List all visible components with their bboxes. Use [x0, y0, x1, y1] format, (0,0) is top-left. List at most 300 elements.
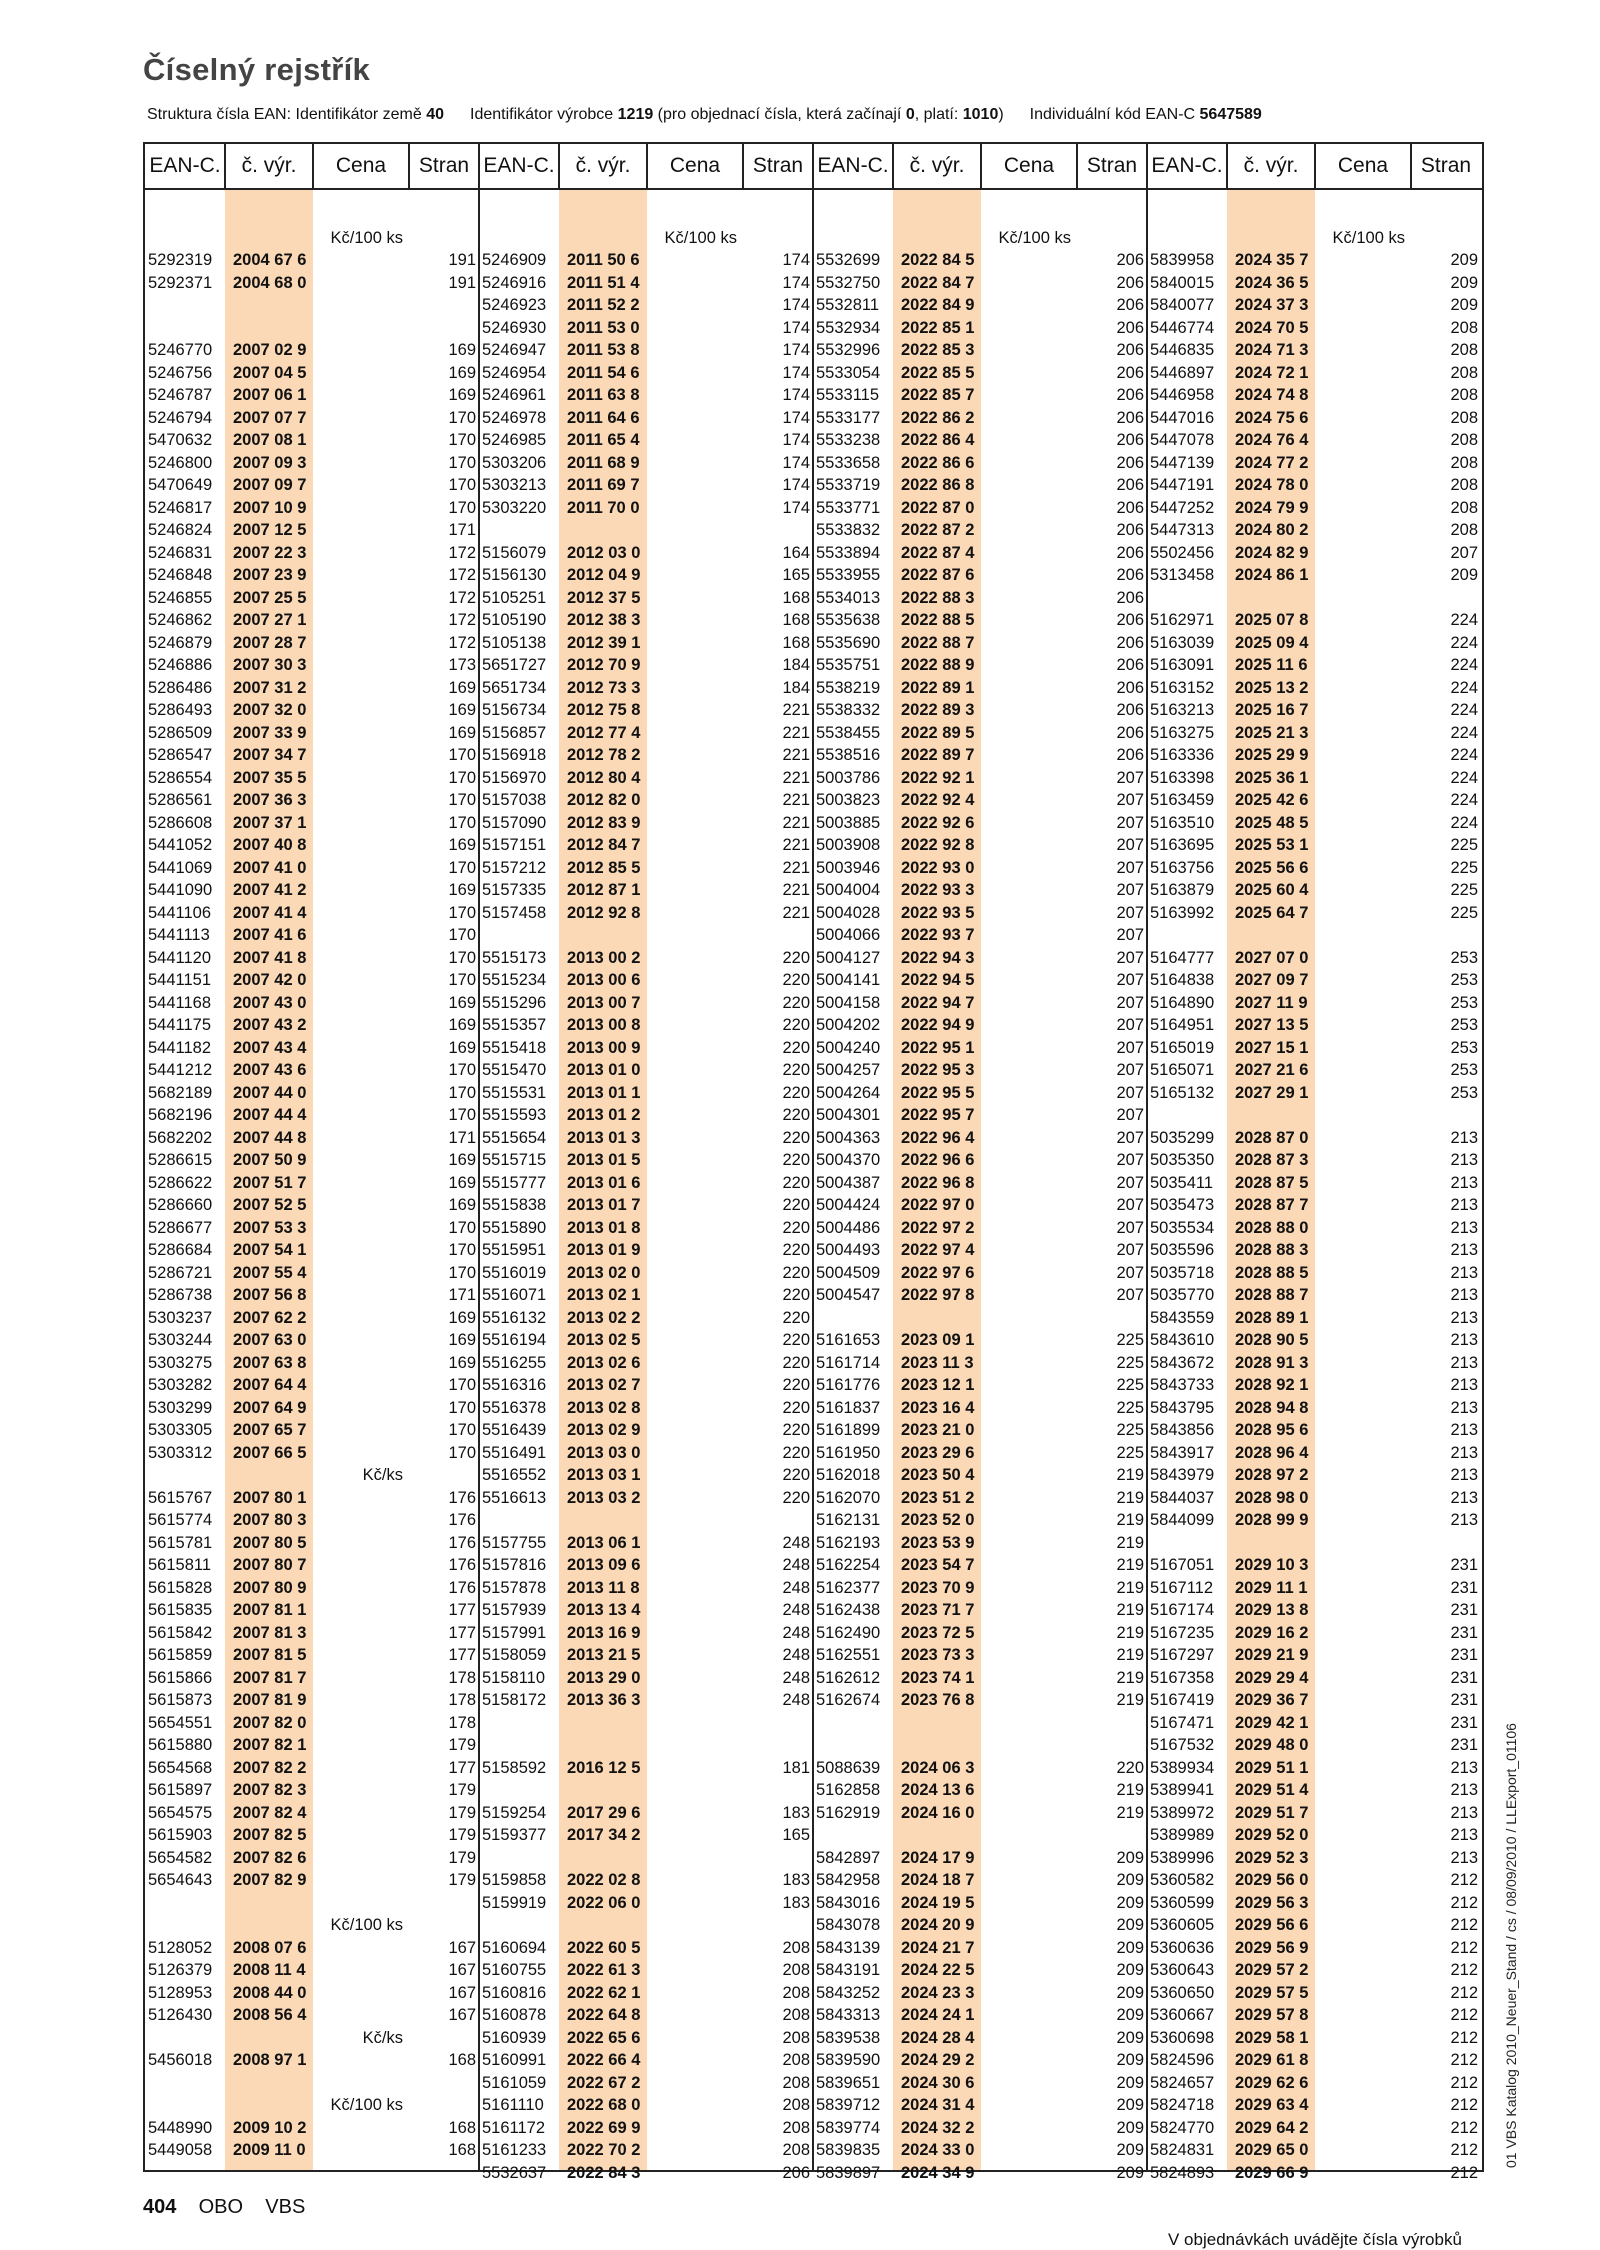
table-row — [479, 1644, 813, 1667]
table-row — [1147, 1487, 1481, 1510]
table-row — [813, 1937, 1147, 1960]
ean-code: 5246831 — [148, 543, 213, 562]
ean-code: 5161059 — [482, 2073, 547, 2092]
table-row — [479, 1014, 813, 1037]
table-row — [145, 204, 479, 227]
ean-code: 5516439 — [482, 1421, 547, 1439]
product-number: 2013 00 6 — [567, 971, 641, 989]
table-row — [479, 969, 813, 992]
page-ref: 212 — [1450, 1983, 1478, 2002]
product-number: 2013 16 9 — [567, 1623, 641, 1642]
product-number: 2007 51 7 — [233, 1173, 307, 1192]
page-ref: 208 — [1450, 476, 1478, 494]
ean-code: 5615873 — [148, 1691, 213, 1709]
table-row — [1147, 1284, 1481, 1307]
page-ref: 212 — [1450, 2006, 1478, 2024]
ean-code: 5303312 — [148, 1443, 213, 1462]
product-number: 2013 09 6 — [567, 1556, 641, 1574]
ean-code: 5163039 — [1150, 633, 1215, 652]
product-number: 2012 03 0 — [567, 543, 641, 562]
brand-vbs: VBS — [265, 2196, 306, 2218]
table-row — [1147, 1397, 1481, 1420]
price-unit: Kč/ks — [362, 2028, 403, 2047]
page-ref: 220 — [782, 1308, 810, 1327]
table-row — [145, 1982, 479, 2005]
ean-code: 5516019 — [482, 1263, 547, 1282]
page-ref: 224 — [1450, 791, 1478, 809]
product-number: 2013 03 1 — [567, 1466, 641, 1484]
table-row — [145, 2139, 479, 2162]
table-row — [813, 2162, 1147, 2185]
ean-code: 5303282 — [148, 1376, 213, 1394]
table-row — [479, 497, 813, 520]
page-ref: 213 — [1450, 1128, 1478, 1147]
page-ref: 170 — [448, 903, 476, 922]
product-number: 2016 12 5 — [567, 1758, 641, 1777]
product-number: 2022 87 6 — [901, 566, 975, 584]
ean-code: 5441106 — [148, 903, 212, 922]
table-row — [479, 902, 813, 925]
table-row — [479, 1239, 813, 1262]
ean-code: 5446897 — [1150, 363, 1215, 382]
ean-code: 5446958 — [1150, 386, 1215, 404]
table-row — [479, 227, 813, 250]
ean-code: 5163275 — [1150, 723, 1215, 742]
manufacturer-note-value-2: 1010 — [962, 106, 999, 123]
table-row — [1147, 1577, 1481, 1600]
table-row — [813, 722, 1147, 745]
page-ref: 207 — [1116, 881, 1144, 899]
product-number: 2024 23 3 — [901, 1983, 975, 2002]
table-row — [1147, 1419, 1481, 1442]
page-ref: 220 — [782, 1331, 810, 1349]
table-row — [813, 1712, 1147, 1735]
page-ref: 177 — [448, 1646, 476, 1664]
table-row — [479, 407, 813, 430]
product-number: 2012 37 5 — [567, 588, 641, 607]
ean-code: 5441212 — [148, 1061, 213, 1079]
page-ref: 167 — [448, 1983, 476, 2002]
product-number: 2023 73 3 — [901, 1646, 975, 1664]
page-ref: 170 — [448, 1083, 476, 1102]
ean-code: 5615903 — [148, 1826, 213, 1844]
product-number: 2022 86 6 — [901, 453, 975, 472]
table-row — [1147, 632, 1481, 655]
product-number: 2013 01 6 — [567, 1173, 641, 1192]
page-ref: 172 — [448, 588, 476, 607]
table-row — [479, 272, 813, 295]
page-ref: 208 — [782, 1983, 810, 2002]
product-number: 2022 84 7 — [901, 273, 975, 292]
ean-code: 5842897 — [816, 1848, 881, 1867]
ean-code: 5292371 — [148, 273, 213, 292]
product-number: 2022 67 2 — [567, 2073, 641, 2092]
ean-code: 5441113 — [148, 926, 210, 944]
product-number: 2024 86 1 — [1235, 566, 1309, 584]
product-number: 2024 78 0 — [1235, 476, 1309, 494]
ean-code: 5843559 — [1150, 1308, 1215, 1327]
product-number: 2027 11 9 — [1235, 993, 1308, 1012]
ean-code: 5004066 — [816, 926, 881, 944]
page-ref: 172 — [448, 633, 476, 652]
ean-code: 5167532 — [1150, 1736, 1215, 1754]
ean-code: 5163879 — [1150, 881, 1215, 899]
ean-code: 5360605 — [1150, 1916, 1215, 1934]
product-number: 2022 97 0 — [901, 1196, 975, 1214]
table-row — [1147, 1352, 1481, 1375]
table-row — [479, 1712, 813, 1735]
ean-code: 5449058 — [148, 2141, 213, 2159]
table-row — [479, 2094, 813, 2117]
table-row — [145, 1397, 479, 1420]
page-ref: 168 — [448, 2141, 476, 2159]
page-ref: 183 — [782, 1803, 810, 1822]
ean-code: 5538516 — [816, 746, 881, 764]
product-number: 2007 82 6 — [233, 1848, 307, 1867]
page-ref: 220 — [782, 1398, 810, 1417]
page-ref: 207 — [1116, 1173, 1144, 1192]
product-number: 2024 33 0 — [901, 2141, 975, 2159]
ean-code: 5162551 — [816, 1646, 881, 1664]
page-ref: 170 — [448, 431, 476, 449]
ean-code: 5162858 — [816, 1781, 881, 1799]
ean-code: 5162490 — [816, 1623, 881, 1642]
table-row — [1147, 362, 1481, 385]
table-row — [1147, 587, 1481, 610]
product-number: 2022 61 3 — [567, 1961, 641, 1979]
page-ref: 224 — [1450, 768, 1478, 787]
ean-code: 5157212 — [482, 858, 547, 877]
ean-code: 5004264 — [816, 1083, 881, 1102]
table-row — [479, 744, 813, 767]
ean-code: 5004509 — [816, 1263, 881, 1282]
table-row — [479, 1757, 813, 1780]
product-number: 2007 44 0 — [233, 1083, 307, 1102]
ean-code: 5286622 — [148, 1173, 213, 1192]
page-ref: 221 — [782, 836, 810, 854]
table-row — [145, 1532, 479, 1555]
table-row — [1147, 812, 1481, 835]
table-row — [813, 699, 1147, 722]
page-ref: 209 — [1450, 566, 1478, 584]
page-ref: 206 — [1116, 341, 1144, 359]
page-ref: 224 — [1450, 746, 1478, 764]
table-row — [145, 1239, 479, 1262]
product-number: 2012 78 2 — [567, 746, 641, 764]
page-ref: 206 — [1116, 521, 1144, 539]
ean-code: 5160816 — [482, 1983, 547, 2002]
page-ref: 253 — [1450, 1016, 1478, 1034]
product-number: 2022 89 7 — [901, 746, 975, 764]
ean-code: 5004301 — [816, 1106, 881, 1124]
product-number: 2012 80 4 — [567, 768, 641, 787]
ean-code: 5163336 — [1150, 746, 1215, 764]
page-ref: 220 — [782, 1241, 810, 1259]
ean-code: 5003823 — [816, 791, 881, 809]
page-ref: 168 — [782, 611, 810, 629]
column-header: č. výr. — [575, 154, 631, 177]
product-number: 2027 21 6 — [1235, 1061, 1309, 1079]
product-number: 2012 83 9 — [567, 813, 641, 832]
product-number: 2028 95 6 — [1235, 1421, 1309, 1439]
table-row — [813, 1262, 1147, 1285]
product-number: 2022 86 8 — [901, 476, 975, 494]
product-number: 2007 41 6 — [233, 926, 307, 944]
ean-code: 5515593 — [482, 1106, 547, 1124]
product-number: 2013 02 2 — [567, 1308, 641, 1327]
ean-code: 5286547 — [148, 746, 213, 764]
page-ref: 206 — [1116, 566, 1144, 584]
product-number: 2013 02 8 — [567, 1398, 641, 1417]
page-ref: 225 — [1450, 903, 1478, 922]
product-number: 2022 97 8 — [901, 1286, 975, 1304]
product-number: 2022 86 4 — [901, 431, 975, 449]
table-row — [813, 1622, 1147, 1645]
table-row — [813, 272, 1147, 295]
ean-code: 5654551 — [148, 1713, 213, 1732]
page-ref: 179 — [448, 1848, 476, 1867]
ean-code: 5286554 — [148, 768, 213, 787]
ean-code: 5839538 — [816, 2028, 881, 2047]
table-row — [145, 362, 479, 385]
table-row — [479, 924, 813, 947]
page-ref: 170 — [448, 1241, 476, 1259]
ean-code: 5165019 — [1150, 1038, 1215, 1057]
page-ref: 170 — [448, 746, 476, 764]
table-row — [1147, 429, 1481, 452]
page-ref: 206 — [1116, 363, 1144, 382]
table-row — [145, 227, 479, 250]
table-row — [1147, 1802, 1481, 1825]
table-row — [145, 452, 479, 475]
page-ref: 220 — [782, 948, 810, 967]
page-number: 404 — [143, 2196, 177, 2218]
column-header: Stran — [1420, 154, 1472, 177]
price-unit: Kč/100 ks — [330, 228, 403, 247]
page-ref: 221 — [782, 858, 810, 877]
table-row — [813, 1037, 1147, 1060]
table-row — [1147, 1689, 1481, 1712]
page-ref: 176 — [448, 1533, 476, 1552]
table-row — [145, 1779, 479, 1802]
page-ref: 206 — [1116, 588, 1144, 607]
product-number: 2025 21 3 — [1235, 723, 1309, 742]
product-number: 2025 42 6 — [1235, 791, 1309, 809]
product-number: 2022 69 9 — [567, 2118, 641, 2137]
ean-code: 5157939 — [482, 1601, 547, 1619]
table-row — [145, 1374, 479, 1397]
ean-code: 5163213 — [1150, 701, 1215, 719]
table-row — [813, 587, 1147, 610]
table-row — [479, 2162, 813, 2185]
page-ref: 224 — [1450, 611, 1478, 629]
product-number: 2012 70 9 — [567, 656, 641, 674]
page-ref: 174 — [782, 453, 810, 472]
page-ref: 213 — [1450, 1848, 1478, 1867]
product-number: 2029 48 0 — [1235, 1736, 1309, 1754]
page-ref: 169 — [448, 678, 476, 697]
table-row — [813, 474, 1147, 497]
table-row — [145, 699, 479, 722]
table-row — [1147, 1847, 1481, 1870]
ean-code: 5246756 — [148, 363, 213, 382]
country-id-label: Struktura čísla EAN: Identifikátor země — [147, 106, 427, 123]
page-ref: 213 — [1450, 1263, 1478, 1282]
product-number: 2024 30 6 — [901, 2073, 975, 2092]
page-ref: 219 — [1116, 1601, 1144, 1619]
table-row — [813, 1599, 1147, 1622]
price-unit: Kč/100 ks — [664, 228, 737, 247]
table-row — [1147, 1869, 1481, 1892]
page-ref: 207 — [1116, 768, 1144, 787]
ean-code: 5654568 — [148, 1758, 213, 1777]
table-row — [145, 924, 479, 947]
page-ref: 174 — [782, 431, 810, 449]
ean-code: 5286615 — [148, 1151, 213, 1169]
product-number: 2004 67 6 — [233, 251, 307, 269]
table-row — [479, 1329, 813, 1352]
ean-code: 5654643 — [148, 1871, 213, 1889]
page-ref: 170 — [448, 1376, 476, 1394]
product-number: 2007 25 5 — [233, 588, 307, 607]
ean-code: 5162193 — [816, 1533, 881, 1552]
ean-code: 5004486 — [816, 1218, 881, 1237]
ean-code: 5516552 — [482, 1466, 547, 1484]
ean-code: 5246770 — [148, 341, 213, 359]
page-ref: 219 — [1116, 1488, 1144, 1507]
table-row — [813, 249, 1147, 272]
product-number: 2013 02 0 — [567, 1263, 641, 1282]
table-row — [145, 789, 479, 812]
product-number: 2029 56 9 — [1235, 1938, 1309, 1957]
product-number: 2011 53 0 — [567, 318, 640, 337]
product-number: 2028 94 8 — [1235, 1398, 1309, 1417]
page-ref: 174 — [782, 363, 810, 382]
page-ref: 174 — [782, 408, 810, 427]
table-row — [479, 339, 813, 362]
ean-code: 5360599 — [1150, 1893, 1215, 1912]
table-row — [813, 609, 1147, 632]
product-number: 2022 89 1 — [901, 678, 975, 697]
product-number: 2025 13 2 — [1235, 678, 1309, 697]
table-row — [479, 2027, 813, 2050]
product-number: 2029 36 7 — [1235, 1691, 1309, 1709]
table-row — [145, 677, 479, 700]
page-ref: 170 — [448, 791, 476, 809]
product-number: 2017 29 6 — [567, 1803, 641, 1822]
price-unit: Kč/100 ks — [330, 1916, 403, 1934]
ean-code: 5515470 — [482, 1061, 547, 1079]
ean-code: 5843917 — [1150, 1443, 1215, 1462]
ean-code: 5303299 — [148, 1398, 213, 1417]
page-ref: 213 — [1450, 1803, 1478, 1822]
table-row — [479, 519, 813, 542]
table-row — [145, 1937, 479, 1960]
page-ref: 174 — [782, 251, 810, 269]
table-row — [145, 879, 479, 902]
product-number: 2013 21 5 — [567, 1646, 641, 1664]
ean-code: 5004028 — [816, 903, 881, 922]
product-number: 2024 17 9 — [901, 1848, 975, 1867]
page-ref: 169 — [448, 386, 476, 404]
table-row — [1147, 969, 1481, 992]
table-row — [1147, 1172, 1481, 1195]
ean-code: 5167471 — [1150, 1713, 1215, 1732]
page-ref: 206 — [1116, 656, 1144, 674]
product-number: 2022 65 6 — [567, 2028, 641, 2047]
page-ref: 174 — [782, 498, 810, 517]
page-ref: 224 — [1450, 678, 1478, 697]
page-ref: 207 — [1116, 948, 1144, 967]
individual-code-value: 5647589 — [1199, 106, 1262, 123]
table-row — [813, 1059, 1147, 1082]
table-row — [145, 1284, 479, 1307]
table-row — [479, 1172, 813, 1195]
ean-code: 5156857 — [482, 723, 547, 742]
page-ref: 220 — [782, 1353, 810, 1372]
product-number: 2028 98 0 — [1235, 1488, 1309, 1507]
product-number: 2013 36 3 — [567, 1691, 641, 1709]
ean-code: 5161899 — [816, 1421, 881, 1439]
ean-code: 5516316 — [482, 1376, 547, 1394]
table-row — [145, 1307, 479, 1330]
ean-code: 5162254 — [816, 1556, 881, 1574]
page-ref: 176 — [448, 1511, 476, 1529]
product-number: 2024 34 9 — [901, 2163, 975, 2182]
product-number: 2023 16 4 — [901, 1398, 975, 1417]
ean-code: 5246916 — [482, 273, 547, 292]
product-number: 2023 29 6 — [901, 1443, 975, 1462]
table-row — [1147, 1892, 1481, 1915]
ean-code: 5843795 — [1150, 1398, 1215, 1417]
product-number: 2012 77 4 — [567, 723, 641, 742]
page-ref: 220 — [782, 1173, 810, 1192]
product-number: 2022 64 8 — [567, 2006, 641, 2024]
page-ref: 212 — [1450, 2073, 1478, 2092]
ean-code: 5162919 — [816, 1803, 881, 1822]
page-ref: 170 — [448, 1263, 476, 1282]
ean-code: 5682202 — [148, 1128, 213, 1147]
page-ref: 170 — [448, 926, 476, 944]
page-ref: 209 — [1116, 1893, 1144, 1912]
product-number: 2007 80 7 — [233, 1556, 307, 1574]
page-ref: 207 — [1116, 1151, 1144, 1169]
ean-code: 5446835 — [1150, 341, 1215, 359]
ean-code: 5360698 — [1150, 2028, 1215, 2047]
table-row — [813, 362, 1147, 385]
page-ref: 208 — [1450, 363, 1478, 382]
table-row — [145, 294, 479, 317]
ean-code: 5163152 — [1150, 678, 1215, 697]
ean-code: 5840015 — [1150, 273, 1215, 292]
table-row — [145, 1599, 479, 1622]
ean-code: 5035718 — [1150, 1263, 1215, 1282]
table-row — [813, 452, 1147, 475]
brand-obo: OBO — [198, 2196, 244, 2218]
page-ref: 213 — [1450, 1466, 1478, 1484]
table-row — [145, 1014, 479, 1037]
table-row — [479, 1959, 813, 1982]
table-row — [145, 317, 479, 340]
product-number: 2022 85 1 — [901, 318, 975, 337]
page-ref: 168 — [448, 2051, 476, 2069]
product-number: 2007 80 1 — [233, 1488, 307, 1507]
product-number: 2022 88 7 — [901, 633, 975, 652]
ean-code: 5824831 — [1150, 2141, 1215, 2159]
product-number: 2013 02 9 — [567, 1421, 641, 1439]
table-row — [1147, 834, 1481, 857]
page-ref: 206 — [1116, 611, 1144, 629]
